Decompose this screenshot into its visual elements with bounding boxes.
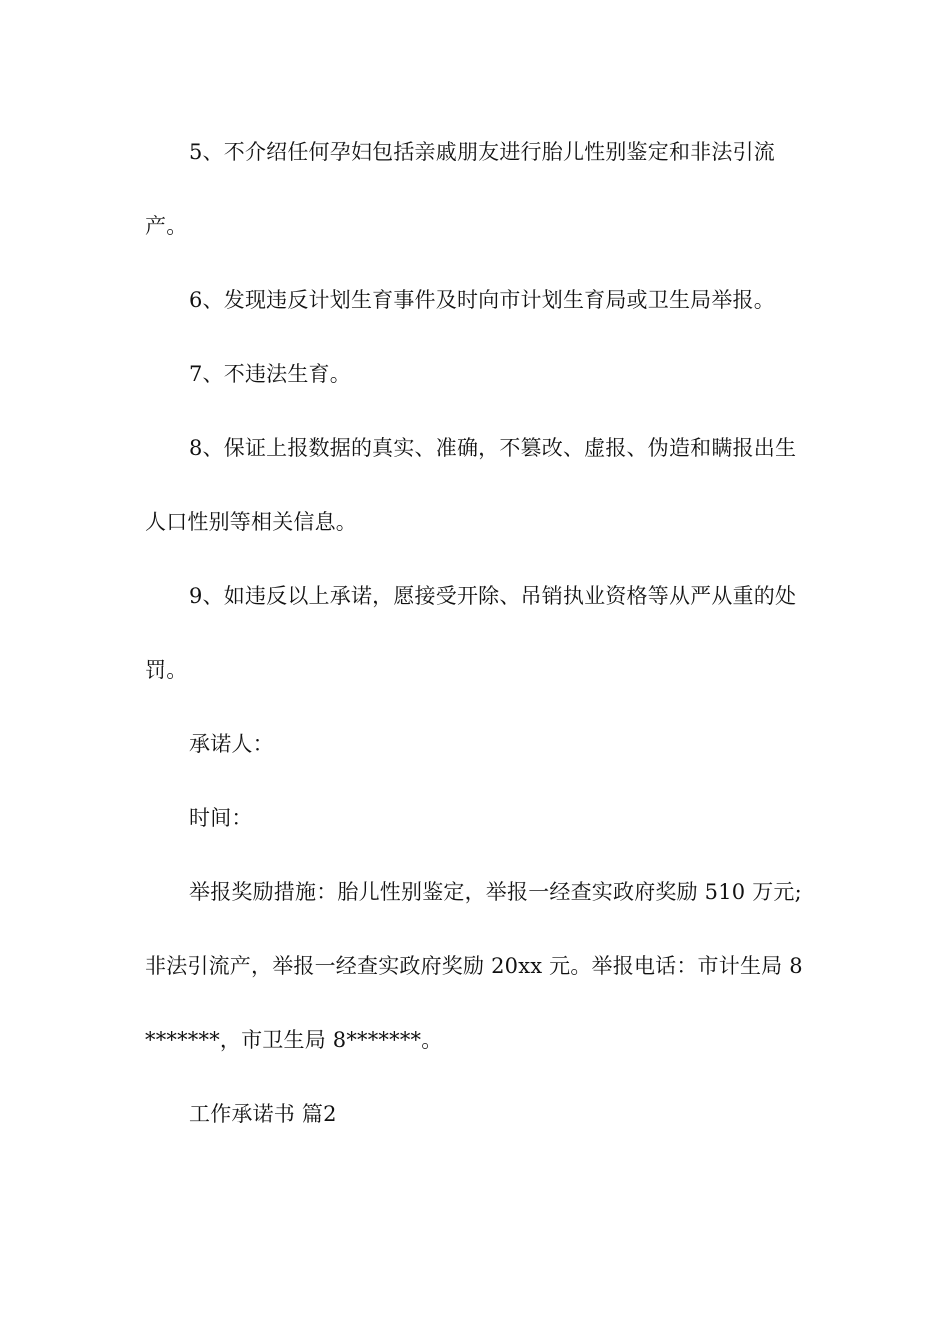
paragraph-item-5: 5、不介绍任何孕妇包括亲戚朋友进行胎儿性别鉴定和非法引流产。 <box>145 140 775 238</box>
paragraph-item-9: 9、如违反以上承诺，愿接受开除、吊销执业资格等从严从重的处罚。 <box>145 584 797 682</box>
date-label: 时间： <box>189 806 253 830</box>
paragraph-item-7: 7、不违法生育。 <box>189 362 351 386</box>
paragraph-item-6: 6、发现违反计划生育事件及时向市计划生育局或卫生局举报。 <box>189 288 775 312</box>
paragraph-item-8: 8、保证上报数据的真实、准确，不篡改、虚报、伪造和瞒报出生人口性别等相关信息。 <box>145 436 797 534</box>
report-reward-paragraph: 举报奖励措施：胎儿性别鉴定，举报一经查实政府奖励 510 万元;非法引流产，举报一经查实政府奖励 20xx 元。举报电话：市计生局 8*******，市卫生局 8*******。 <box>145 880 803 1052</box>
section-heading: 工作承诺书 篇2 <box>189 1102 337 1126</box>
promisor-label: 承诺人： <box>189 732 274 756</box>
